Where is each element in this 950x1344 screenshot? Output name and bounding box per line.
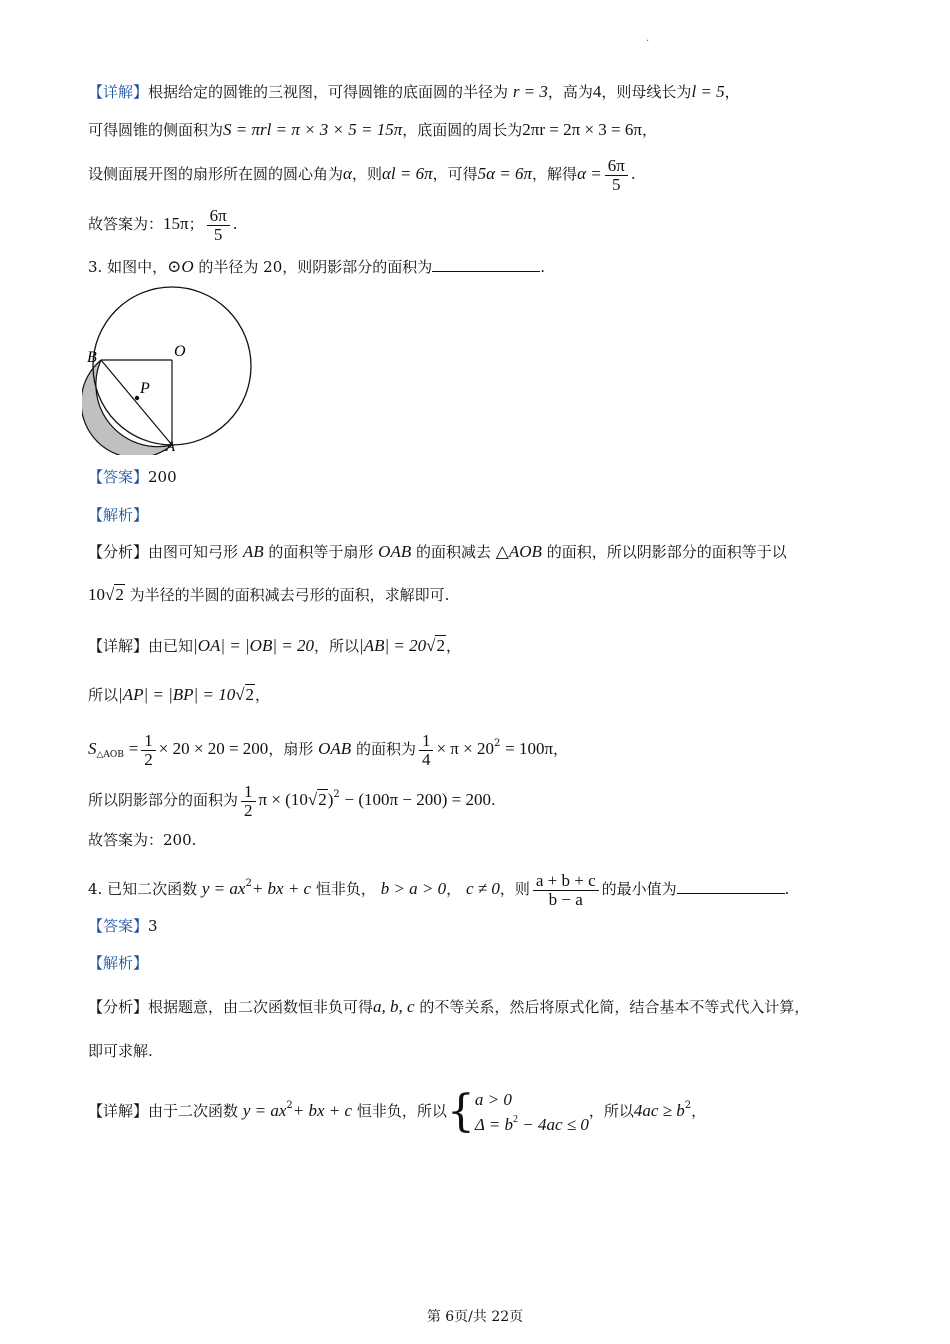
text: 的最小值为 — [601, 880, 677, 898]
math: − (100π − 200) = 200 — [344, 790, 491, 809]
math: AB — [242, 542, 264, 561]
numerator: 6π — [605, 157, 628, 176]
text: 故答案为： — [88, 215, 164, 233]
q3-analysis-line1 — [88, 542, 787, 562]
math: = — [128, 739, 139, 758]
q2-detail-line2 — [88, 120, 657, 140]
math: S — [88, 739, 97, 758]
fraction — [207, 207, 230, 244]
q2-detail-line3 — [88, 150, 636, 198]
q4-detail-line1 — [88, 1082, 706, 1135]
text: 由已知 — [148, 637, 194, 655]
text: ， — [724, 83, 740, 101]
math: y = ax — [242, 1101, 287, 1120]
denominator: 5 — [612, 174, 621, 194]
text: . — [232, 215, 238, 233]
math: = 100π — [505, 739, 554, 758]
q3-analysis-tag — [88, 505, 148, 525]
inequality-system — [475, 1090, 589, 1135]
numerator: 6π — [207, 207, 230, 226]
denominator: 2 — [244, 800, 253, 820]
text: 的不等关系，然后将原式化简，结合基本不等式代入计算， — [419, 998, 810, 1016]
text: ， — [255, 686, 271, 704]
q3-answer — [88, 467, 177, 487]
label-p: P — [140, 380, 150, 397]
math: y = ax — [201, 879, 246, 898]
q3-stem — [88, 257, 545, 277]
text: ，高为 — [547, 83, 593, 101]
math: 2 — [115, 585, 124, 604]
math: × π × 20 — [436, 739, 494, 758]
text: ， — [445, 637, 461, 655]
text: 根据给定的圆锥的三视图，可得圆锥的底面圆的半径为 — [148, 83, 509, 101]
fraction — [241, 783, 256, 820]
superscript: 2 — [513, 1113, 518, 1125]
shaded-region — [82, 360, 172, 455]
page-footer: 第 6页/共 22页 — [426, 1309, 524, 1325]
math: α = — [577, 164, 602, 183]
label-o: O — [174, 343, 186, 360]
detail-tag: 【详解】 — [88, 1102, 149, 1120]
answer-value: 200 — [148, 468, 177, 486]
math: × 20 × 20 = 200 — [158, 739, 269, 758]
math: |OA| = |OB| = 20 — [193, 636, 314, 655]
text: ， — [691, 1102, 707, 1120]
text: 可得圆锥的侧面积为 — [88, 121, 224, 139]
text: ，底面圆的周长为 — [402, 121, 523, 139]
q3-final — [88, 830, 196, 850]
text: ， — [553, 740, 569, 758]
system-line2a: Δ = b — [474, 1114, 513, 1134]
text: ，扇形 — [268, 740, 314, 758]
math: b > a > 0 — [380, 879, 447, 898]
math: △AOB — [495, 542, 542, 561]
q3-detail-line1: 【详解】由已知|OA| = |OB| = 20，所以|AB| = 20√2， — [88, 636, 461, 655]
answer-tag: 【答案】 — [88, 468, 149, 486]
text: ，则母线长为 — [601, 83, 692, 101]
math: l = 5 — [691, 82, 725, 101]
header-dot: . — [646, 33, 650, 44]
text: 的半径为 20，则阴影部分的面积为 — [198, 258, 433, 276]
text: 4. 已知二次函数 — [88, 880, 198, 898]
detail-tag: 【详解】 — [88, 637, 149, 655]
denominator: 4 — [421, 749, 431, 769]
text: ， — [641, 121, 657, 139]
text: . — [784, 880, 790, 898]
fraction — [419, 732, 434, 769]
math: + bx + c — [251, 879, 312, 898]
analysis-tag: 【解析】 — [88, 506, 149, 524]
q4-stem — [88, 860, 789, 913]
numerator: a + b + c — [533, 872, 599, 891]
q3-detail-line4: 所以阴影部分的面积为 $\frac{1}{2}$ $\pi \times (10√2)^2 - (100\pi - 200) = 200$. — [88, 781, 496, 820]
circle-figure — [82, 283, 252, 455]
math: a, b, c — [373, 997, 415, 1016]
superscript: 2 — [684, 1100, 692, 1111]
math: r = 3 — [512, 82, 548, 101]
text: ，则 — [351, 165, 382, 183]
math: αl = 6π — [381, 164, 433, 183]
text: 所以阴影部分的面积为 — [88, 791, 239, 809]
math: 5α = 6π — [477, 164, 533, 183]
math: + bx + c — [292, 1101, 353, 1120]
math: OAB — [378, 542, 412, 561]
answer-value: 3 — [148, 917, 158, 935]
math: ) — [327, 790, 334, 809]
fraction — [533, 872, 599, 909]
math: S = πrl = π × 3 × 5 = 15π — [223, 120, 403, 139]
text: ，则 — [499, 880, 530, 898]
math: OAB — [318, 739, 352, 758]
text: 的面积为 — [355, 740, 416, 758]
text: 由于二次函数 — [148, 1102, 239, 1120]
system-line1: a > 0 — [474, 1089, 512, 1109]
denominator: b − a — [548, 889, 583, 909]
q3-detail-line2: 所以|AP| = |BP| = 10√2， — [88, 685, 271, 704]
math: π × (10 — [258, 790, 308, 809]
text: ， — [446, 880, 462, 898]
numerator: 1 — [241, 783, 256, 802]
q4-analysis-line2 — [88, 1041, 153, 1061]
text: ，可得 — [432, 165, 478, 183]
detail-tag: 【详解】 — [88, 83, 149, 101]
math: 2 — [245, 685, 255, 704]
math: 2πr = 2π × 3 = 6π — [522, 120, 642, 139]
text: ； — [188, 215, 204, 233]
math: 4ac ≥ b — [633, 1101, 685, 1120]
text: ，所以 — [588, 1102, 634, 1120]
fraction — [141, 732, 156, 769]
q4-analysis-tag — [88, 953, 148, 973]
fx-tag: 【分析】 — [88, 998, 149, 1016]
brace: { — [446, 1086, 475, 1137]
text: 的面积，所以阴影部分的面积等于以 — [546, 543, 787, 561]
answer-blank — [677, 879, 785, 894]
answer-tag: 【答案】 — [88, 917, 149, 935]
fx-tag: 【分析】 — [88, 543, 149, 561]
math: 10 — [88, 585, 105, 604]
text: 即可求解. — [88, 1042, 153, 1060]
text: . — [540, 258, 546, 276]
text: 3. 如图中， — [88, 258, 168, 276]
text: . — [490, 791, 496, 809]
denominator: 2 — [144, 749, 153, 769]
superscript: 2 — [493, 738, 501, 749]
answer-blank — [432, 257, 540, 272]
text: ，所以 — [314, 637, 360, 655]
text: 为半径的半圆的面积减去弓形的面积，求解即可. — [129, 586, 450, 604]
q4-answer — [88, 916, 158, 936]
analysis-tag: 【解析】 — [88, 954, 149, 972]
system-line2b: − 4ac ≤ 0 — [522, 1114, 589, 1134]
fraction — [605, 157, 628, 194]
text: 故答案为：200. — [88, 831, 197, 849]
text: ，解得 — [532, 165, 578, 183]
text: . — [630, 165, 636, 183]
math: |AB| = 20 — [359, 636, 427, 655]
superscript: 2 — [286, 1100, 293, 1111]
math: 2 — [436, 636, 445, 655]
label-a: A — [166, 439, 176, 455]
text: 设侧面展开图的扇形所在圆的圆心角为 — [88, 165, 344, 183]
math: 15π — [163, 214, 189, 233]
text: 由图可知弓形 — [148, 543, 239, 561]
numerator: 1 — [419, 732, 434, 751]
text: 的面积减去 — [416, 543, 492, 561]
label-b: B — [87, 349, 97, 366]
text: 的面积等于扇形 — [268, 543, 374, 561]
text: 所以 — [88, 686, 119, 704]
q2-answer-line — [88, 200, 238, 248]
subscript: △AOB — [96, 750, 124, 760]
numerator: 1 — [141, 732, 156, 751]
text: 恒非负，所以 — [356, 1102, 447, 1120]
point-p — [135, 396, 139, 400]
q2-detail-line1 — [88, 82, 740, 102]
math: |AP| = |BP| = 10 — [118, 685, 236, 704]
math: c ≠ 0 — [465, 879, 500, 898]
math: 2 — [318, 790, 327, 809]
text: 恒非负， — [315, 880, 376, 898]
denominator: 5 — [213, 224, 223, 244]
math: ⊙O — [167, 257, 194, 276]
superscript: 2 — [245, 878, 252, 889]
text: 根据题意，由二次函数恒非负可得 — [148, 998, 374, 1016]
math: 4 — [592, 82, 602, 101]
superscript: 2 — [333, 789, 340, 800]
q3-analysis-line2: 10√2 为半径的半圆的面积减去弓形的面积，求解即可. — [88, 585, 450, 604]
q4-analysis-line1 — [88, 997, 809, 1017]
math: α — [343, 164, 352, 183]
